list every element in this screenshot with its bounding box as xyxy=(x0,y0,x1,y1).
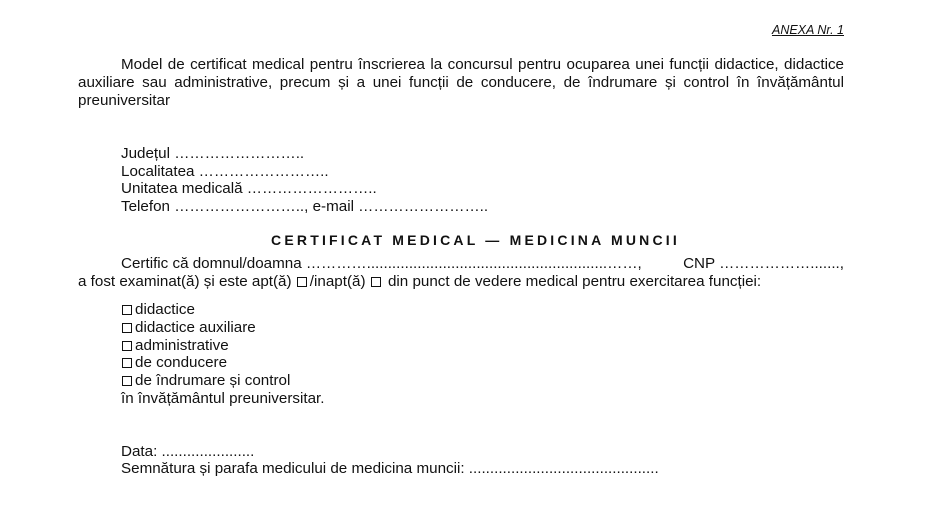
function-label: administrative xyxy=(135,337,229,354)
function-label: de conducere xyxy=(135,354,228,371)
phone-email-line xyxy=(121,198,488,216)
certify-name-text: Certific că domnul/doamna ………….........................................................……, xyxy=(121,255,642,272)
function-label: de îndrumare și control xyxy=(135,372,291,389)
aptitude-text-a: a fost examinat(ă) și este apt(ă) xyxy=(78,273,292,290)
function-option-administrative[interactable] xyxy=(121,337,229,355)
function-option-conducere[interactable] xyxy=(121,354,227,372)
aptitude-line xyxy=(78,273,761,291)
signature-field: Semnătura și parafa medicului de medicina muncii: ............................................. xyxy=(121,460,659,477)
phone-field: Telefon …………………….., xyxy=(121,198,309,215)
certify-line xyxy=(121,255,844,273)
aptitude-text-c: din punct de vedere medical pentru exercitarea funcției: xyxy=(387,273,762,290)
email-field: e-mail …………………….. xyxy=(312,198,489,215)
locality-field: Localitatea …………………….. xyxy=(121,163,329,180)
medical-unit-field: Unitatea medicală …………………….. xyxy=(121,180,377,197)
apt-checkbox[interactable] xyxy=(297,277,307,287)
certify-cnp-text: CNP ………………......., xyxy=(683,255,844,272)
county-field: Județul …………………….. xyxy=(121,145,305,162)
function-checkbox[interactable] xyxy=(122,358,132,368)
function-label: didactice xyxy=(135,301,195,318)
function-option-indrumare-control[interactable] xyxy=(121,372,290,390)
function-label: didactice auxiliare xyxy=(135,319,256,336)
function-checkbox[interactable] xyxy=(122,376,132,386)
intro-paragraph: Model de certificat medical pentru înscrierea la concursul pentru ocuparea unei funcții didactice, didactice auxiliare sau administrative, precum și a unei funcții de conducere, de îndrumare și control în învățământul preuniversitar xyxy=(78,56,844,109)
function-checkbox[interactable] xyxy=(122,341,132,351)
inapt-checkbox[interactable] xyxy=(371,277,381,287)
annex-label: ANEXA Nr. 1 xyxy=(771,23,844,37)
aptitude-text-b: /inapt(ă) xyxy=(309,273,366,290)
certificate-title: CERTIFICAT MEDICAL — MEDICINA MUNCII xyxy=(271,232,680,248)
date-field: Data: ...................... xyxy=(121,443,255,460)
function-option-didactice[interactable] xyxy=(121,301,195,319)
functions-suffix: în învățământul preuniversitar. xyxy=(121,390,325,407)
function-checkbox[interactable] xyxy=(122,305,132,315)
function-option-didactice-auxiliare[interactable] xyxy=(121,319,256,337)
function-checkbox[interactable] xyxy=(122,323,132,333)
